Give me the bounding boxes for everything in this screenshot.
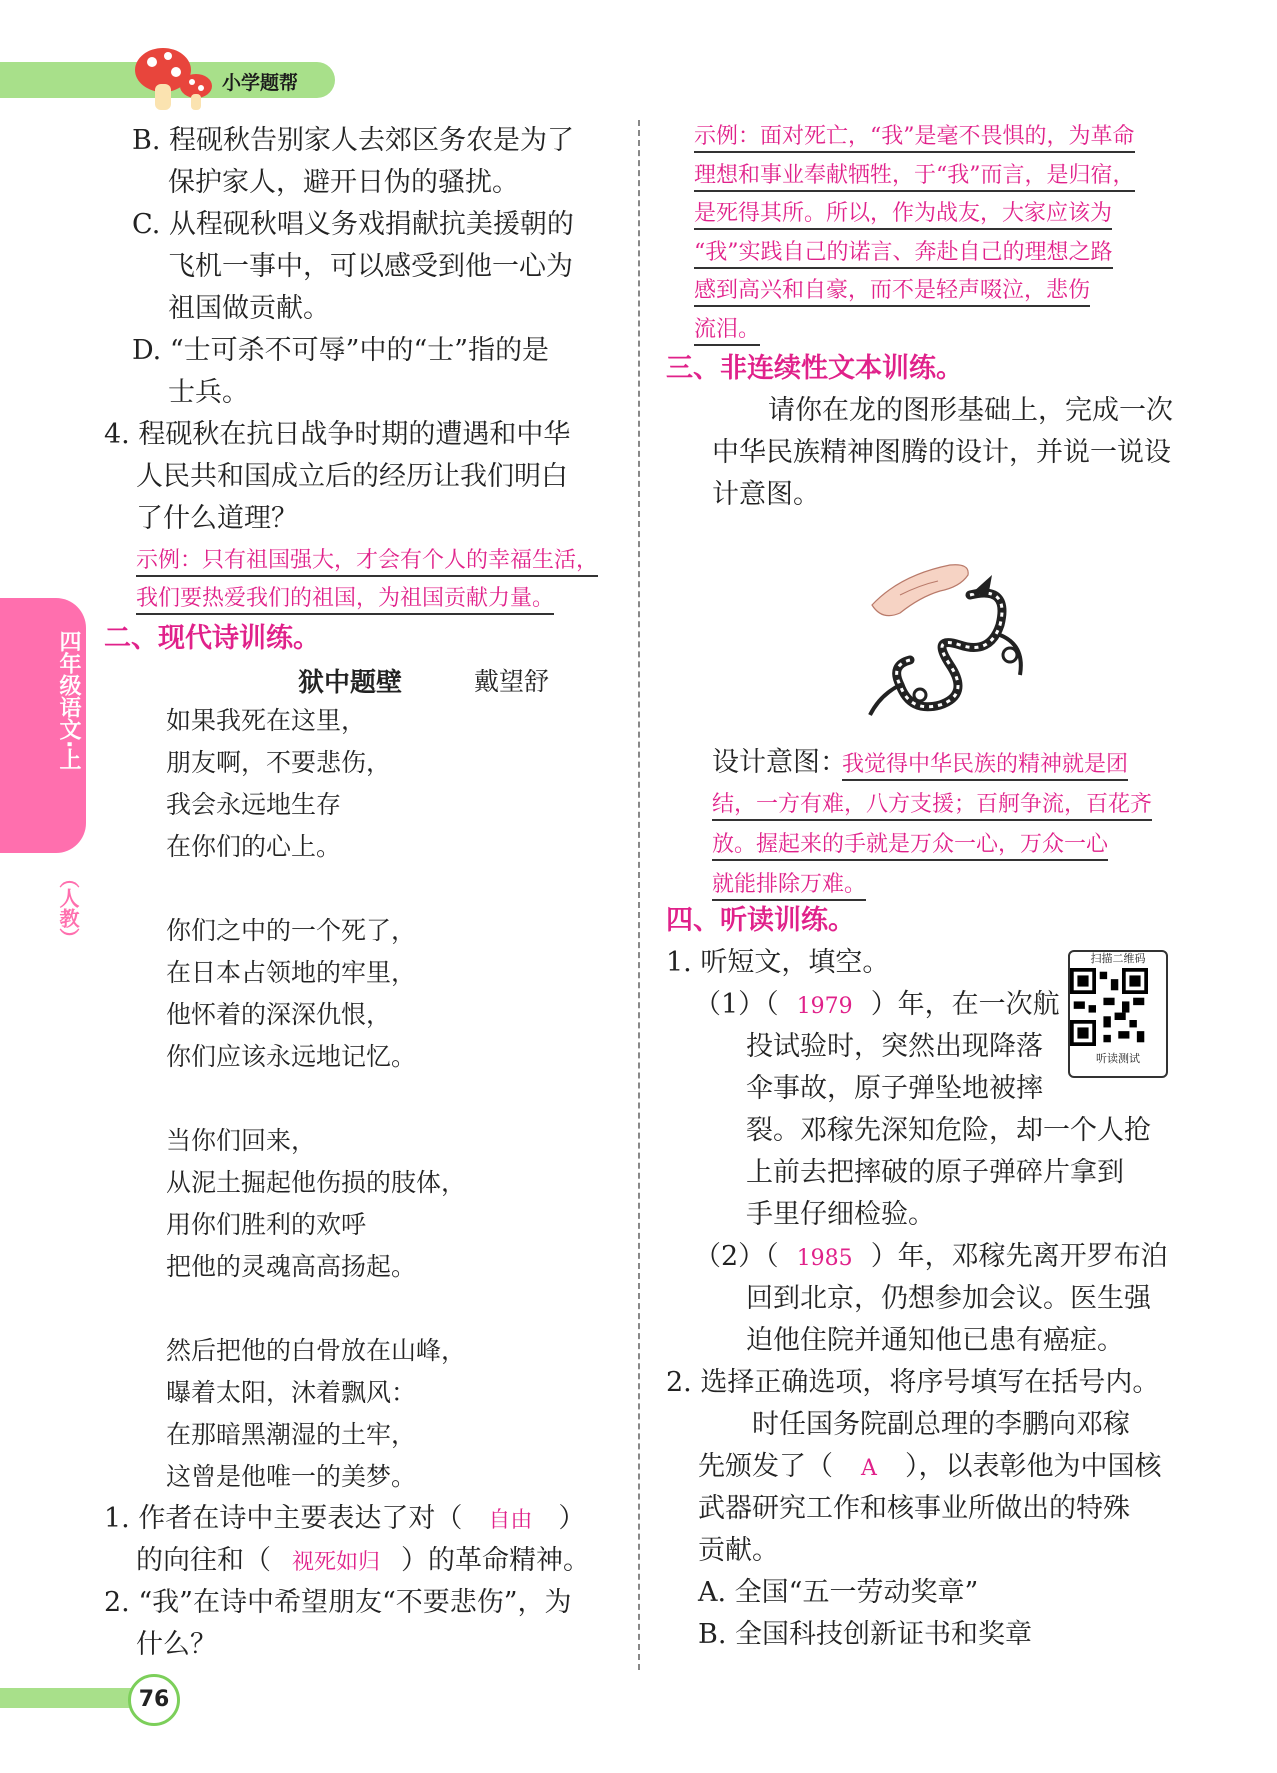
listening-1-1-line: 上前去把摔破的原子弹碎片拿到 bbox=[746, 1157, 1124, 1188]
dragon-totem-illustration bbox=[860, 535, 1040, 725]
grade-label: 四年级语文·上 bbox=[56, 630, 81, 771]
listening-1-2-line: 回到北京，仍想参加会议。医生强 bbox=[746, 1283, 1151, 1314]
listening-q2: 2. 选择正确选项，将序号填写在括号内。 bbox=[666, 1367, 1160, 1398]
answer-4-line1: 示例：只有祖国强大，才会有个人的幸福生活， bbox=[136, 542, 598, 581]
question-4-line1: 4. 程砚秋在抗日战争时期的遭遇和中华 bbox=[104, 419, 571, 450]
poem-line: 在那暗黑潮湿的土牢， bbox=[166, 1420, 417, 1449]
option-d-line2: 士兵。 bbox=[168, 377, 249, 408]
section-3-prompt-line3: 计意图。 bbox=[712, 479, 820, 510]
question-1: 1. 作者在诗中主要表达了对（ 自由 ） bbox=[104, 1498, 585, 1542]
edition-label: （人教） bbox=[56, 868, 80, 948]
qr-code-icon bbox=[1070, 968, 1148, 1046]
listening-1-2-line: 迫他住院并通知他已患有癌症。 bbox=[746, 1325, 1124, 1356]
answer-2-line: 感到高兴和自豪，而不是轻声啜泣，悲伤 bbox=[694, 272, 1090, 311]
design-answer-line: 我觉得中华民族的精神就是团 bbox=[842, 746, 1128, 785]
section-3-prompt-line1: 请你在龙的图形基础上，完成一次 bbox=[768, 395, 1173, 426]
section-4-heading: 四、听读训练。 bbox=[666, 905, 855, 936]
poem-line: 从泥土掘起他伤损的肢体， bbox=[166, 1168, 467, 1197]
listening-1-1-line: 裂。邓稼先深知危险，却一个人抢 bbox=[746, 1115, 1151, 1146]
poem-line: 用你们胜利的欢呼 bbox=[166, 1210, 367, 1239]
poem-line: 朋友啊，不要悲伤， bbox=[166, 748, 392, 777]
listening-1-2: （2）（ 1985 ）年，邓稼先离开罗布泊 bbox=[694, 1236, 1168, 1280]
listening-q2-text: 先颁发了（ A ），以表彰他为中国核 bbox=[698, 1446, 1162, 1490]
design-answer-line: 放。握起来的手就是万众一心，万众一心 bbox=[712, 826, 1108, 865]
qr-caption-bottom: 听读测试 bbox=[1096, 1052, 1140, 1065]
listening-1-1-line: 投试验时，突然出现降落 bbox=[746, 1031, 1043, 1062]
answer-fearless: 视死如归 bbox=[291, 1550, 380, 1575]
question-1-line2: 的向往和（ 视死如归 ）的革命精神。 bbox=[136, 1540, 590, 1584]
qr-code[interactable] bbox=[1068, 950, 1168, 1078]
poem-line: 如果我死在这里， bbox=[166, 706, 367, 735]
poem-line: 你们之中的一个死了， bbox=[166, 916, 417, 945]
answer-2-line: 是死得其所。所以，作为战友，大家应该为 bbox=[694, 195, 1112, 234]
question-2-line1: 2. “我”在诗中希望朋友“不要悲伤”，为 bbox=[104, 1587, 572, 1618]
year-1979: 1979 bbox=[796, 994, 853, 1019]
poem-line: 在你们的心上。 bbox=[166, 832, 342, 861]
option-c-line2: 飞机一事中，可以感受到他一心为 bbox=[168, 251, 573, 282]
listening-q2-text: 贡献。 bbox=[698, 1535, 779, 1566]
poem-line: 在日本占领地的牢里， bbox=[166, 958, 417, 987]
answer-a: A bbox=[861, 1456, 877, 1481]
option-c-line1: C. 从程砚秋唱义务戏捐献抗美援朝的 bbox=[132, 209, 574, 240]
listening-1-1: （1）（ 1979 ）年，在一次航 bbox=[694, 984, 1060, 1028]
answer-4-line2: 我们要热爱我们的祖国，为祖国贡献力量。 bbox=[136, 580, 554, 619]
poem-line: 你们应该永远地记忆。 bbox=[166, 1042, 417, 1071]
design-answer-line: 就能排除万难。 bbox=[712, 866, 866, 905]
design-answer-line: 结，一方有难，八方支援；百舸争流，百花齐 bbox=[712, 786, 1152, 825]
listening-q2-text: 时任国务院副总理的李鹏向邓稼 bbox=[752, 1409, 1130, 1440]
brand-title: 小学题帮 bbox=[222, 72, 299, 94]
question-4-line2: 人民共和国成立后的经历让我们明白 bbox=[136, 461, 568, 492]
choice-a: A. 全国“五一劳动奖章” bbox=[698, 1577, 979, 1608]
mushroom-icon bbox=[128, 40, 218, 115]
section-2-heading: 二、现代诗训练。 bbox=[104, 623, 320, 654]
option-c-line3: 祖国做贡献。 bbox=[168, 293, 330, 324]
choice-b: B. 全国科技创新证书和奖章 bbox=[698, 1619, 1033, 1650]
page-number: 76 bbox=[128, 1674, 180, 1726]
poem-line: 我会永远地生存 bbox=[166, 790, 342, 819]
listening-1-1-line: 手里仔细检验。 bbox=[746, 1199, 935, 1230]
poem-line: 曝着太阳，沐着飘风： bbox=[166, 1378, 417, 1407]
option-b-line2: 保护家人，避开日伪的骚扰。 bbox=[168, 167, 519, 198]
qr-caption-top: 扫描二维码 bbox=[1090, 952, 1146, 965]
option-b-line1: B. 程砚秋告别家人去郊区务农是为了 bbox=[132, 125, 575, 156]
listening-q2-text: 武器研究工作和核事业所做出的特殊 bbox=[698, 1493, 1130, 1524]
answer-2-line: “我”实践自己的诺言、奔赴自己的理想之路 bbox=[694, 234, 1113, 273]
question-2-line2: 什么？ bbox=[136, 1629, 217, 1660]
question-4-line3: 了什么道理？ bbox=[136, 503, 298, 534]
poem-author: 戴望舒 bbox=[474, 667, 550, 696]
listening-q1: 1. 听短文，填空。 bbox=[666, 947, 890, 978]
listening-1-1-line: 伞事故，原子弹坠地被摔 bbox=[746, 1073, 1043, 1104]
poem-line: 这曾是他唯一的美梦。 bbox=[166, 1462, 417, 1491]
answer-2-line: 理想和事业奉献牺牲，于“我”而言，是归宿， bbox=[694, 157, 1135, 196]
poem-line: 把他的灵魂高高扬起。 bbox=[166, 1252, 417, 1281]
answer-2-line: 流泪。 bbox=[694, 311, 760, 350]
poem-line: 他怀着的深深仇恨， bbox=[166, 1000, 392, 1029]
answer-freedom: 自由 bbox=[488, 1508, 533, 1533]
poem-line: 当你们回来， bbox=[166, 1126, 317, 1155]
column-divider bbox=[638, 120, 640, 1670]
option-d-line1: D. “士可杀不可辱”中的“士”指的是 bbox=[132, 335, 550, 366]
poem-line: 然后把他的白骨放在山峰， bbox=[166, 1336, 467, 1365]
answer-2-line: 示例：面对死亡，“我”是毫不畏惧的，为革命 bbox=[694, 118, 1135, 157]
section-3-heading: 三、非连续性文本训练。 bbox=[666, 353, 963, 384]
design-label: 设计意图： bbox=[712, 747, 847, 778]
poem-title: 狱中题壁 bbox=[298, 668, 403, 698]
year-1985: 1985 bbox=[796, 1246, 853, 1271]
section-3-prompt-line2: 中华民族精神图腾的设计，并说一说设 bbox=[712, 437, 1171, 468]
